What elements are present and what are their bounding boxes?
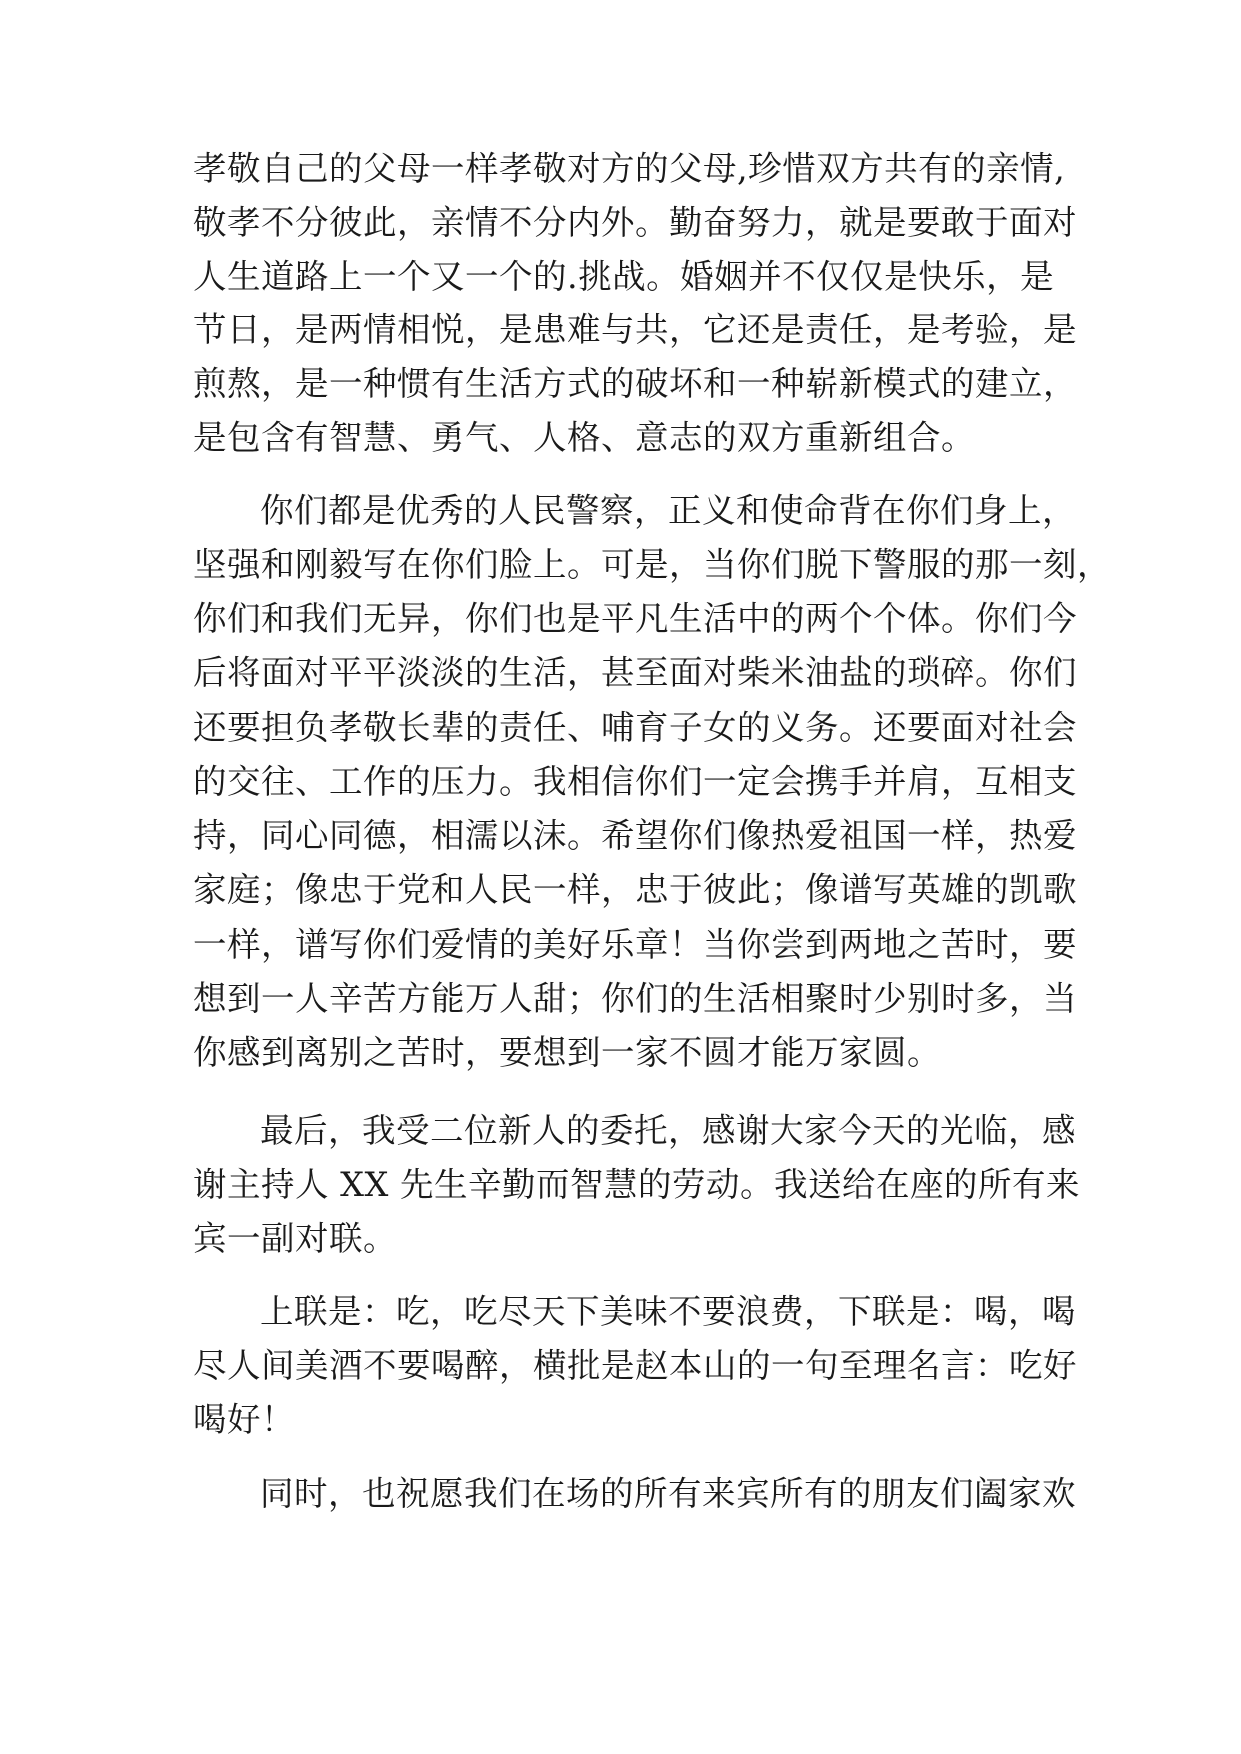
text-line: 人生道路上一个又一个的.挑战。婚姻并不仅仅是快乐，是 [193, 257, 1055, 296]
text-line: 尽人间美酒不要喝醉，横批是赵本山的一句至理名言：吃好 [193, 1346, 1077, 1385]
text-line: 持，同心同德，相濡以沫。希望你们像热爱祖国一样，热爱 [193, 816, 1077, 855]
text-line: 还要担负孝敬长辈的责任、哺育子女的义务。还要面对社会 [193, 708, 1077, 747]
text-line: 家庭；像忠于党和人民一样，忠于彼此；像谱写英雄的凯歌 [193, 870, 1077, 909]
text-line: 你们和我们无异，你们也是平凡生活中的两个个体。你们今 [193, 599, 1077, 638]
paragraph-first-line: 同时，也祝愿我们在场的所有来宾所有的朋友们阖家欢 [260, 1474, 1076, 1513]
text-line: 宾一副对联。 [193, 1219, 397, 1258]
text-line: 节日，是两情相悦，是患难与共，它还是责任，是考验，是 [193, 310, 1077, 349]
text-line: 喝好！ [193, 1400, 295, 1439]
text-line: 你感到离别之苦时，要想到一家不圆才能万家圆。 [193, 1033, 941, 1072]
text-line: 的交往、工作的压力。我相信你们一定会携手并肩，互相支 [193, 762, 1077, 801]
text-line: 煎熬，是一种惯有生活方式的破坏和一种崭新模式的建立， [193, 364, 1077, 403]
paragraph-first-line: 你们都是优秀的人民警察，正义和使命背在你们身上， [260, 491, 1076, 530]
text-line: 是包含有智慧、勇气、人格、意志的双方重新组合。 [193, 418, 975, 457]
paragraph-first-line: 上联是：吃，吃尽天下美味不要浪费，下联是：喝，喝 [260, 1292, 1076, 1331]
text-line: 一样，谱写你们爱情的美好乐章！当你尝到两地之苦时，要 [193, 925, 1077, 964]
text-line: 孝敬自己的父母一样孝敬对方的父母,珍惜双方共有的亲情, [193, 149, 1066, 188]
text-line: 想到一人辛苦方能万人甜；你们的生活相聚时少别时多，当 [193, 979, 1077, 1018]
paragraph-first-line: 最后，我受二位新人的委托，感谢大家今天的光临，感 [260, 1111, 1076, 1150]
text-line: 谢主持人 XX 先生辛勤而智慧的劳动。我送给在座的所有来 [193, 1165, 1080, 1204]
text-line: 敬孝不分彼此，亲情不分内外。勤奋努力，就是要敢于面对 [193, 203, 1077, 242]
text-line: 坚强和刚毅写在你们脸上。可是，当你们脱下警服的那一刻， [193, 545, 1111, 584]
text-line: 后将面对平平淡淡的生活，甚至面对柴米油盐的琐碎。你们 [193, 653, 1077, 692]
